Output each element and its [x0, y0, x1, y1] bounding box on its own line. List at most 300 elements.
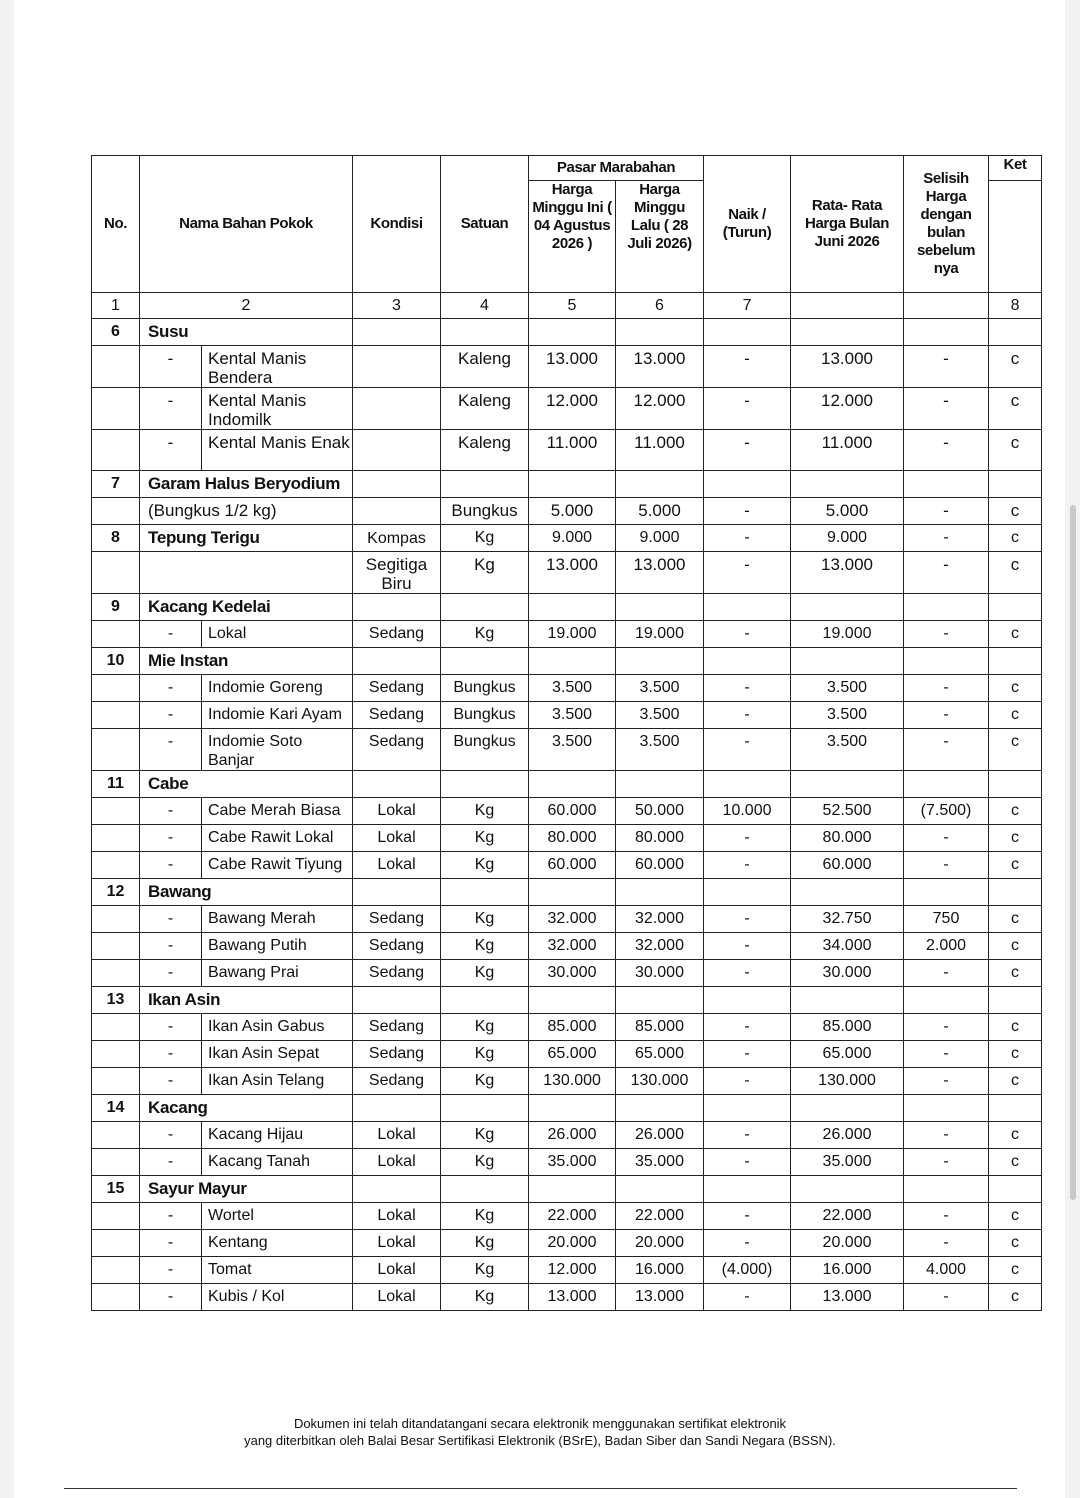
item-harga-lalu: 19.000 — [616, 621, 704, 648]
item-satuan: Kg — [441, 825, 529, 852]
item-row — [92, 1068, 1042, 1095]
item-naik-turun: (4.000) — [704, 1257, 791, 1284]
empty-cell — [704, 594, 791, 621]
item-selisih: 4.000 — [904, 1257, 989, 1284]
category-name: Kacang — [140, 1095, 353, 1122]
item-harga-lalu: 80.000 — [616, 825, 704, 852]
empty-cell — [989, 1095, 1042, 1122]
empty-cell — [529, 771, 616, 798]
item-harga-lalu: 3.500 — [616, 675, 704, 702]
item-name: Wortel — [202, 1203, 353, 1230]
empty-cell — [92, 933, 140, 960]
item-harga-lalu: 9.000 — [616, 525, 704, 552]
empty-cell — [989, 648, 1042, 675]
item-harga-ini: 20.000 — [529, 1230, 616, 1257]
header-kondisi: Kondisi — [353, 156, 441, 293]
item-satuan: Kg — [441, 1203, 529, 1230]
empty-cell — [791, 771, 904, 798]
empty-cell — [904, 648, 989, 675]
item-harga-lalu: 13.000 — [616, 1284, 704, 1311]
item-name: Kacang Tanah — [202, 1149, 353, 1176]
empty-cell — [904, 771, 989, 798]
item-kondisi: Lokal — [353, 1284, 441, 1311]
item-harga-lalu: 11.000 — [616, 430, 704, 471]
empty-cell — [92, 1014, 140, 1041]
item-row — [92, 933, 1042, 960]
item-kondisi — [353, 346, 441, 388]
item-kondisi: Sedang — [353, 621, 441, 648]
empty-cell — [904, 319, 989, 346]
item-rata-rata: 3.500 — [791, 702, 904, 729]
empty-cell — [441, 771, 529, 798]
item-name: Kental Manis Enak — [202, 430, 353, 471]
column-number: 8 — [989, 293, 1042, 319]
empty-cell — [529, 1095, 616, 1122]
item-selisih: (7.500) — [904, 798, 989, 825]
empty-cell — [92, 906, 140, 933]
item-naik-turun: - — [704, 346, 791, 388]
category-number: 8 — [92, 525, 140, 552]
item-satuan: Bungkus — [441, 675, 529, 702]
item-naik-turun: - — [704, 675, 791, 702]
item-satuan: Kg — [441, 1230, 529, 1257]
item-dash: - — [140, 1041, 202, 1068]
item-name: Bawang Putih — [202, 933, 353, 960]
item-kondisi — [353, 430, 441, 471]
item-harga-ini: 5.000 — [529, 498, 616, 525]
category-name: Kacang Kedelai — [140, 594, 353, 621]
empty-cell — [989, 594, 1042, 621]
column-number: 3 — [353, 293, 441, 319]
category-row — [92, 1176, 1042, 1203]
item-kondisi: Lokal — [353, 1230, 441, 1257]
item-ket: c — [989, 1149, 1042, 1176]
item-dash: - — [140, 933, 202, 960]
empty-cell — [92, 702, 140, 729]
item-harga-ini: 9.000 — [529, 525, 616, 552]
column-number: 6 — [616, 293, 704, 319]
empty-cell — [441, 1176, 529, 1203]
empty-cell — [529, 879, 616, 906]
item-selisih: - — [904, 552, 989, 594]
empty-cell — [704, 771, 791, 798]
item-dash: - — [140, 852, 202, 879]
item-harga-ini: 13.000 — [529, 552, 616, 594]
empty-cell — [904, 1095, 989, 1122]
item-name: Cabe Rawit Tiyung — [202, 852, 353, 879]
item-naik-turun: - — [704, 388, 791, 430]
category-row — [92, 319, 1042, 346]
item-selisih: - — [904, 621, 989, 648]
item-selisih: 750 — [904, 906, 989, 933]
item-naik-turun: - — [704, 552, 791, 594]
empty-cell — [92, 621, 140, 648]
item-name: Kubis / Kol — [202, 1284, 353, 1311]
empty-cell — [904, 471, 989, 498]
item-kondisi: Lokal — [353, 798, 441, 825]
column-number-blank — [791, 293, 904, 319]
item-rata-rata: 34.000 — [791, 933, 904, 960]
item-satuan: Kg — [441, 933, 529, 960]
item-name: Kacang Hijau — [202, 1122, 353, 1149]
item-dash: - — [140, 1122, 202, 1149]
item-satuan: Kg — [441, 1014, 529, 1041]
empty-cell — [989, 319, 1042, 346]
item-dash: - — [140, 1203, 202, 1230]
item-satuan: Kg — [441, 552, 529, 594]
item-ket: c — [989, 1230, 1042, 1257]
item-satuan: Bungkus — [441, 498, 529, 525]
item-satuan: Bungkus — [441, 729, 529, 771]
item-kondisi: Sedang — [353, 1068, 441, 1095]
item-harga-ini: 35.000 — [529, 1149, 616, 1176]
item-row — [92, 346, 1042, 388]
item-dash: - — [140, 388, 202, 430]
item-satuan: Kg — [441, 906, 529, 933]
category-row — [92, 471, 1042, 498]
empty-cell — [441, 471, 529, 498]
empty-cell — [704, 471, 791, 498]
empty-cell — [441, 319, 529, 346]
empty-cell — [92, 675, 140, 702]
item-dash: - — [140, 346, 202, 388]
item-kondisi: Lokal — [353, 852, 441, 879]
header-ket-blank — [989, 181, 1042, 293]
item-kondisi: Sedang — [353, 1041, 441, 1068]
item-kondisi: Lokal — [353, 1257, 441, 1284]
item-rata-rata: 16.000 — [791, 1257, 904, 1284]
category-row — [92, 594, 1042, 621]
empty-cell — [353, 594, 441, 621]
item-dash: - — [140, 675, 202, 702]
item-ket: c — [989, 525, 1042, 552]
item-ket: c — [989, 702, 1042, 729]
item-selisih: - — [904, 1284, 989, 1311]
empty-cell — [791, 879, 904, 906]
category-number: 7 — [92, 471, 140, 498]
item-satuan: Kg — [441, 798, 529, 825]
item-rata-rata: 130.000 — [791, 1068, 904, 1095]
item-naik-turun: - — [704, 1122, 791, 1149]
item-selisih: - — [904, 702, 989, 729]
footer-line-1: Dokumen ini telah ditandatangani secara elektronik menggunakan sertifikat elektronik — [293, 1416, 787, 1431]
category-row — [92, 525, 1042, 552]
item-harga-lalu: 60.000 — [616, 852, 704, 879]
item-kondisi: Sedang — [353, 933, 441, 960]
item-ket: c — [989, 621, 1042, 648]
item-harga-lalu: 32.000 — [616, 906, 704, 933]
item-dash: - — [140, 960, 202, 987]
category-number: 10 — [92, 648, 140, 675]
column-number-blank — [904, 293, 989, 319]
category-number: 13 — [92, 987, 140, 1014]
item-dash: - — [140, 1257, 202, 1284]
item-kondisi: Sedang — [353, 702, 441, 729]
item-harga-lalu: 32.000 — [616, 933, 704, 960]
item-name: Indomie Goreng — [202, 675, 353, 702]
item-naik-turun: - — [704, 1041, 791, 1068]
empty-cell — [704, 987, 791, 1014]
item-dash: - — [140, 430, 202, 471]
item-dash: - — [140, 906, 202, 933]
item-kondisi: Sedang — [353, 729, 441, 771]
item-selisih: - — [904, 498, 989, 525]
item-dash: - — [140, 798, 202, 825]
item-ket: c — [989, 960, 1042, 987]
item-row — [92, 388, 1042, 430]
table-header — [92, 156, 1042, 293]
column-number-row — [92, 293, 1042, 319]
item-row — [92, 906, 1042, 933]
item-kondisi — [353, 498, 441, 525]
item-harga-ini: 26.000 — [529, 1122, 616, 1149]
item-row — [92, 675, 1042, 702]
table-body — [92, 293, 1042, 1311]
item-harga-lalu: 26.000 — [616, 1122, 704, 1149]
item-naik-turun: - — [704, 498, 791, 525]
item-rata-rata: 13.000 — [791, 346, 904, 388]
item-harga-ini: 3.500 — [529, 702, 616, 729]
item-naik-turun: - — [704, 933, 791, 960]
item-satuan: Kaleng — [441, 430, 529, 471]
empty-cell — [92, 1203, 140, 1230]
empty-cell — [704, 879, 791, 906]
empty-cell — [529, 987, 616, 1014]
category-number: 6 — [92, 319, 140, 346]
empty-cell — [791, 594, 904, 621]
empty-cell — [529, 1176, 616, 1203]
item-harga-lalu: 13.000 — [616, 346, 704, 388]
empty-cell — [529, 319, 616, 346]
item-dash: - — [140, 1284, 202, 1311]
item-harga-ini: 30.000 — [529, 960, 616, 987]
header-satuan: Satuan — [441, 156, 529, 293]
item-ket: c — [989, 1257, 1042, 1284]
item-row — [92, 1230, 1042, 1257]
item-harga-lalu: 85.000 — [616, 1014, 704, 1041]
category-name: Bawang — [140, 879, 353, 906]
item-satuan: Kg — [441, 1041, 529, 1068]
item-selisih: - — [904, 729, 989, 771]
item-naik-turun: 10.000 — [704, 798, 791, 825]
item-row — [92, 1014, 1042, 1041]
empty-cell — [92, 430, 140, 471]
item-selisih: - — [904, 852, 989, 879]
item-kondisi: Segitiga Biru — [353, 552, 441, 594]
item-dash: - — [140, 702, 202, 729]
item-rata-rata: 12.000 — [791, 388, 904, 430]
empty-cell — [92, 1257, 140, 1284]
empty-cell — [92, 1068, 140, 1095]
category-name: Susu — [140, 319, 353, 346]
item-row — [92, 825, 1042, 852]
item-kondisi: Lokal — [353, 1203, 441, 1230]
empty-cell — [791, 987, 904, 1014]
item-satuan: Kg — [441, 621, 529, 648]
item-harga-lalu: 65.000 — [616, 1041, 704, 1068]
footer-line-2: yang diterbitkan oleh Balai Besar Sertifikasi Elektronik (BSrE), Badan Siber dan Sandi Negara (BSSN). — [244, 1433, 836, 1448]
item-name: Indomie Kari Ayam — [202, 702, 353, 729]
item-satuan: Kg — [441, 960, 529, 987]
item-name: Cabe Merah Biasa — [202, 798, 353, 825]
item-kondisi: Sedang — [353, 1014, 441, 1041]
item-selisih: - — [904, 388, 989, 430]
item-dash: - — [140, 1014, 202, 1041]
empty-cell — [441, 594, 529, 621]
item-satuan: Kg — [441, 852, 529, 879]
item-naik-turun: - — [704, 430, 791, 471]
empty-cell — [353, 987, 441, 1014]
item-rata-rata: 22.000 — [791, 1203, 904, 1230]
item-harga-ini: 32.000 — [529, 933, 616, 960]
item-rata-rata: 13.000 — [791, 1284, 904, 1311]
item-harga-ini: 60.000 — [529, 852, 616, 879]
item-ket: c — [989, 346, 1042, 388]
item-harga-lalu: 13.000 — [616, 552, 704, 594]
item-naik-turun: - — [704, 906, 791, 933]
item-row — [92, 498, 1042, 525]
item-rata-rata: 13.000 — [791, 552, 904, 594]
category-number: 12 — [92, 879, 140, 906]
empty-cell — [92, 1122, 140, 1149]
empty-cell — [616, 1176, 704, 1203]
item-rata-rata: 30.000 — [791, 960, 904, 987]
item-harga-ini: 3.500 — [529, 729, 616, 771]
empty-cell — [791, 319, 904, 346]
item-row — [92, 798, 1042, 825]
empty-cell — [92, 552, 140, 594]
item-harga-lalu: 130.000 — [616, 1068, 704, 1095]
item-rata-rata: 26.000 — [791, 1122, 904, 1149]
item-naik-turun: - — [704, 729, 791, 771]
item-name: (Bungkus 1/2 kg) — [140, 498, 353, 525]
item-kondisi: Sedang — [353, 960, 441, 987]
item-row — [92, 1149, 1042, 1176]
empty-cell — [616, 319, 704, 346]
item-harga-ini: 19.000 — [529, 621, 616, 648]
item-dash: - — [140, 1068, 202, 1095]
empty-cell — [92, 498, 140, 525]
category-number: 14 — [92, 1095, 140, 1122]
item-name: Bawang Prai — [202, 960, 353, 987]
item-selisih: - — [904, 1014, 989, 1041]
item-harga-ini: 11.000 — [529, 430, 616, 471]
header-ket: Ket — [989, 156, 1042, 181]
item-harga-ini: 12.000 — [529, 1257, 616, 1284]
item-selisih: - — [904, 1203, 989, 1230]
item-kondisi: Lokal — [353, 825, 441, 852]
category-number: 9 — [92, 594, 140, 621]
item-ket: c — [989, 1014, 1042, 1041]
empty-cell — [616, 1095, 704, 1122]
empty-cell — [353, 319, 441, 346]
item-satuan: Bungkus — [441, 702, 529, 729]
empty-cell — [353, 1176, 441, 1203]
item-ket: c — [989, 906, 1042, 933]
item-rata-rata: 52.500 — [791, 798, 904, 825]
item-name: Kental Manis Bendera — [202, 346, 353, 388]
item-naik-turun: - — [704, 1230, 791, 1257]
item-name: Tomat — [202, 1257, 353, 1284]
empty-cell — [92, 960, 140, 987]
item-selisih: - — [904, 675, 989, 702]
empty-cell — [904, 879, 989, 906]
item-naik-turun: - — [704, 702, 791, 729]
item-harga-lalu: 3.500 — [616, 702, 704, 729]
item-rata-rata: 65.000 — [791, 1041, 904, 1068]
item-row — [92, 1041, 1042, 1068]
column-number: 2 — [140, 293, 353, 319]
item-selisih: - — [904, 525, 989, 552]
item-ket: c — [989, 798, 1042, 825]
item-ket: c — [989, 552, 1042, 594]
category-row — [92, 771, 1042, 798]
item-name: Kental Manis Indomilk — [202, 388, 353, 430]
item-row — [92, 1122, 1042, 1149]
empty-cell — [92, 1284, 140, 1311]
category-row — [92, 987, 1042, 1014]
empty-cell — [704, 319, 791, 346]
item-naik-turun: - — [704, 1284, 791, 1311]
item-rata-rata: 19.000 — [791, 621, 904, 648]
item-row — [92, 430, 1042, 471]
item-name: Ikan Asin Telang — [202, 1068, 353, 1095]
empty-cell — [791, 471, 904, 498]
empty-cell — [441, 987, 529, 1014]
item-kondisi — [353, 388, 441, 430]
item-rata-rata: 11.000 — [791, 430, 904, 471]
item-row — [92, 1257, 1042, 1284]
item-name: Ikan Asin Gabus — [202, 1014, 353, 1041]
empty-cell — [704, 648, 791, 675]
item-row — [92, 702, 1042, 729]
item-naik-turun: - — [704, 1068, 791, 1095]
empty-cell — [441, 648, 529, 675]
empty-cell — [704, 1095, 791, 1122]
empty-cell — [92, 346, 140, 388]
empty-cell — [989, 879, 1042, 906]
scrollbar[interactable] — [1070, 505, 1076, 1200]
item-selisih: - — [904, 1068, 989, 1095]
empty-cell — [92, 388, 140, 430]
item-name — [140, 552, 353, 594]
item-dash: - — [140, 1230, 202, 1257]
item-satuan: Kaleng — [441, 346, 529, 388]
item-row — [92, 621, 1042, 648]
empty-cell — [353, 879, 441, 906]
item-name: Bawang Merah — [202, 906, 353, 933]
item-kondisi: Sedang — [353, 906, 441, 933]
item-harga-lalu: 20.000 — [616, 1230, 704, 1257]
item-name: Indomie Soto Banjar — [202, 729, 353, 771]
item-harga-ini: 85.000 — [529, 1014, 616, 1041]
item-ket: c — [989, 1203, 1042, 1230]
item-selisih: - — [904, 1230, 989, 1257]
item-harga-ini: 22.000 — [529, 1203, 616, 1230]
item-kondisi: Sedang — [353, 675, 441, 702]
item-harga-lalu: 12.000 — [616, 388, 704, 430]
column-number: 1 — [92, 293, 140, 319]
empty-cell — [616, 879, 704, 906]
item-ket: c — [989, 1122, 1042, 1149]
item-row — [92, 1203, 1042, 1230]
empty-cell — [441, 1095, 529, 1122]
item-ket: c — [989, 675, 1042, 702]
item-dash: - — [140, 621, 202, 648]
item-rata-rata: 3.500 — [791, 729, 904, 771]
empty-cell — [92, 798, 140, 825]
item-satuan: Kg — [441, 525, 529, 552]
